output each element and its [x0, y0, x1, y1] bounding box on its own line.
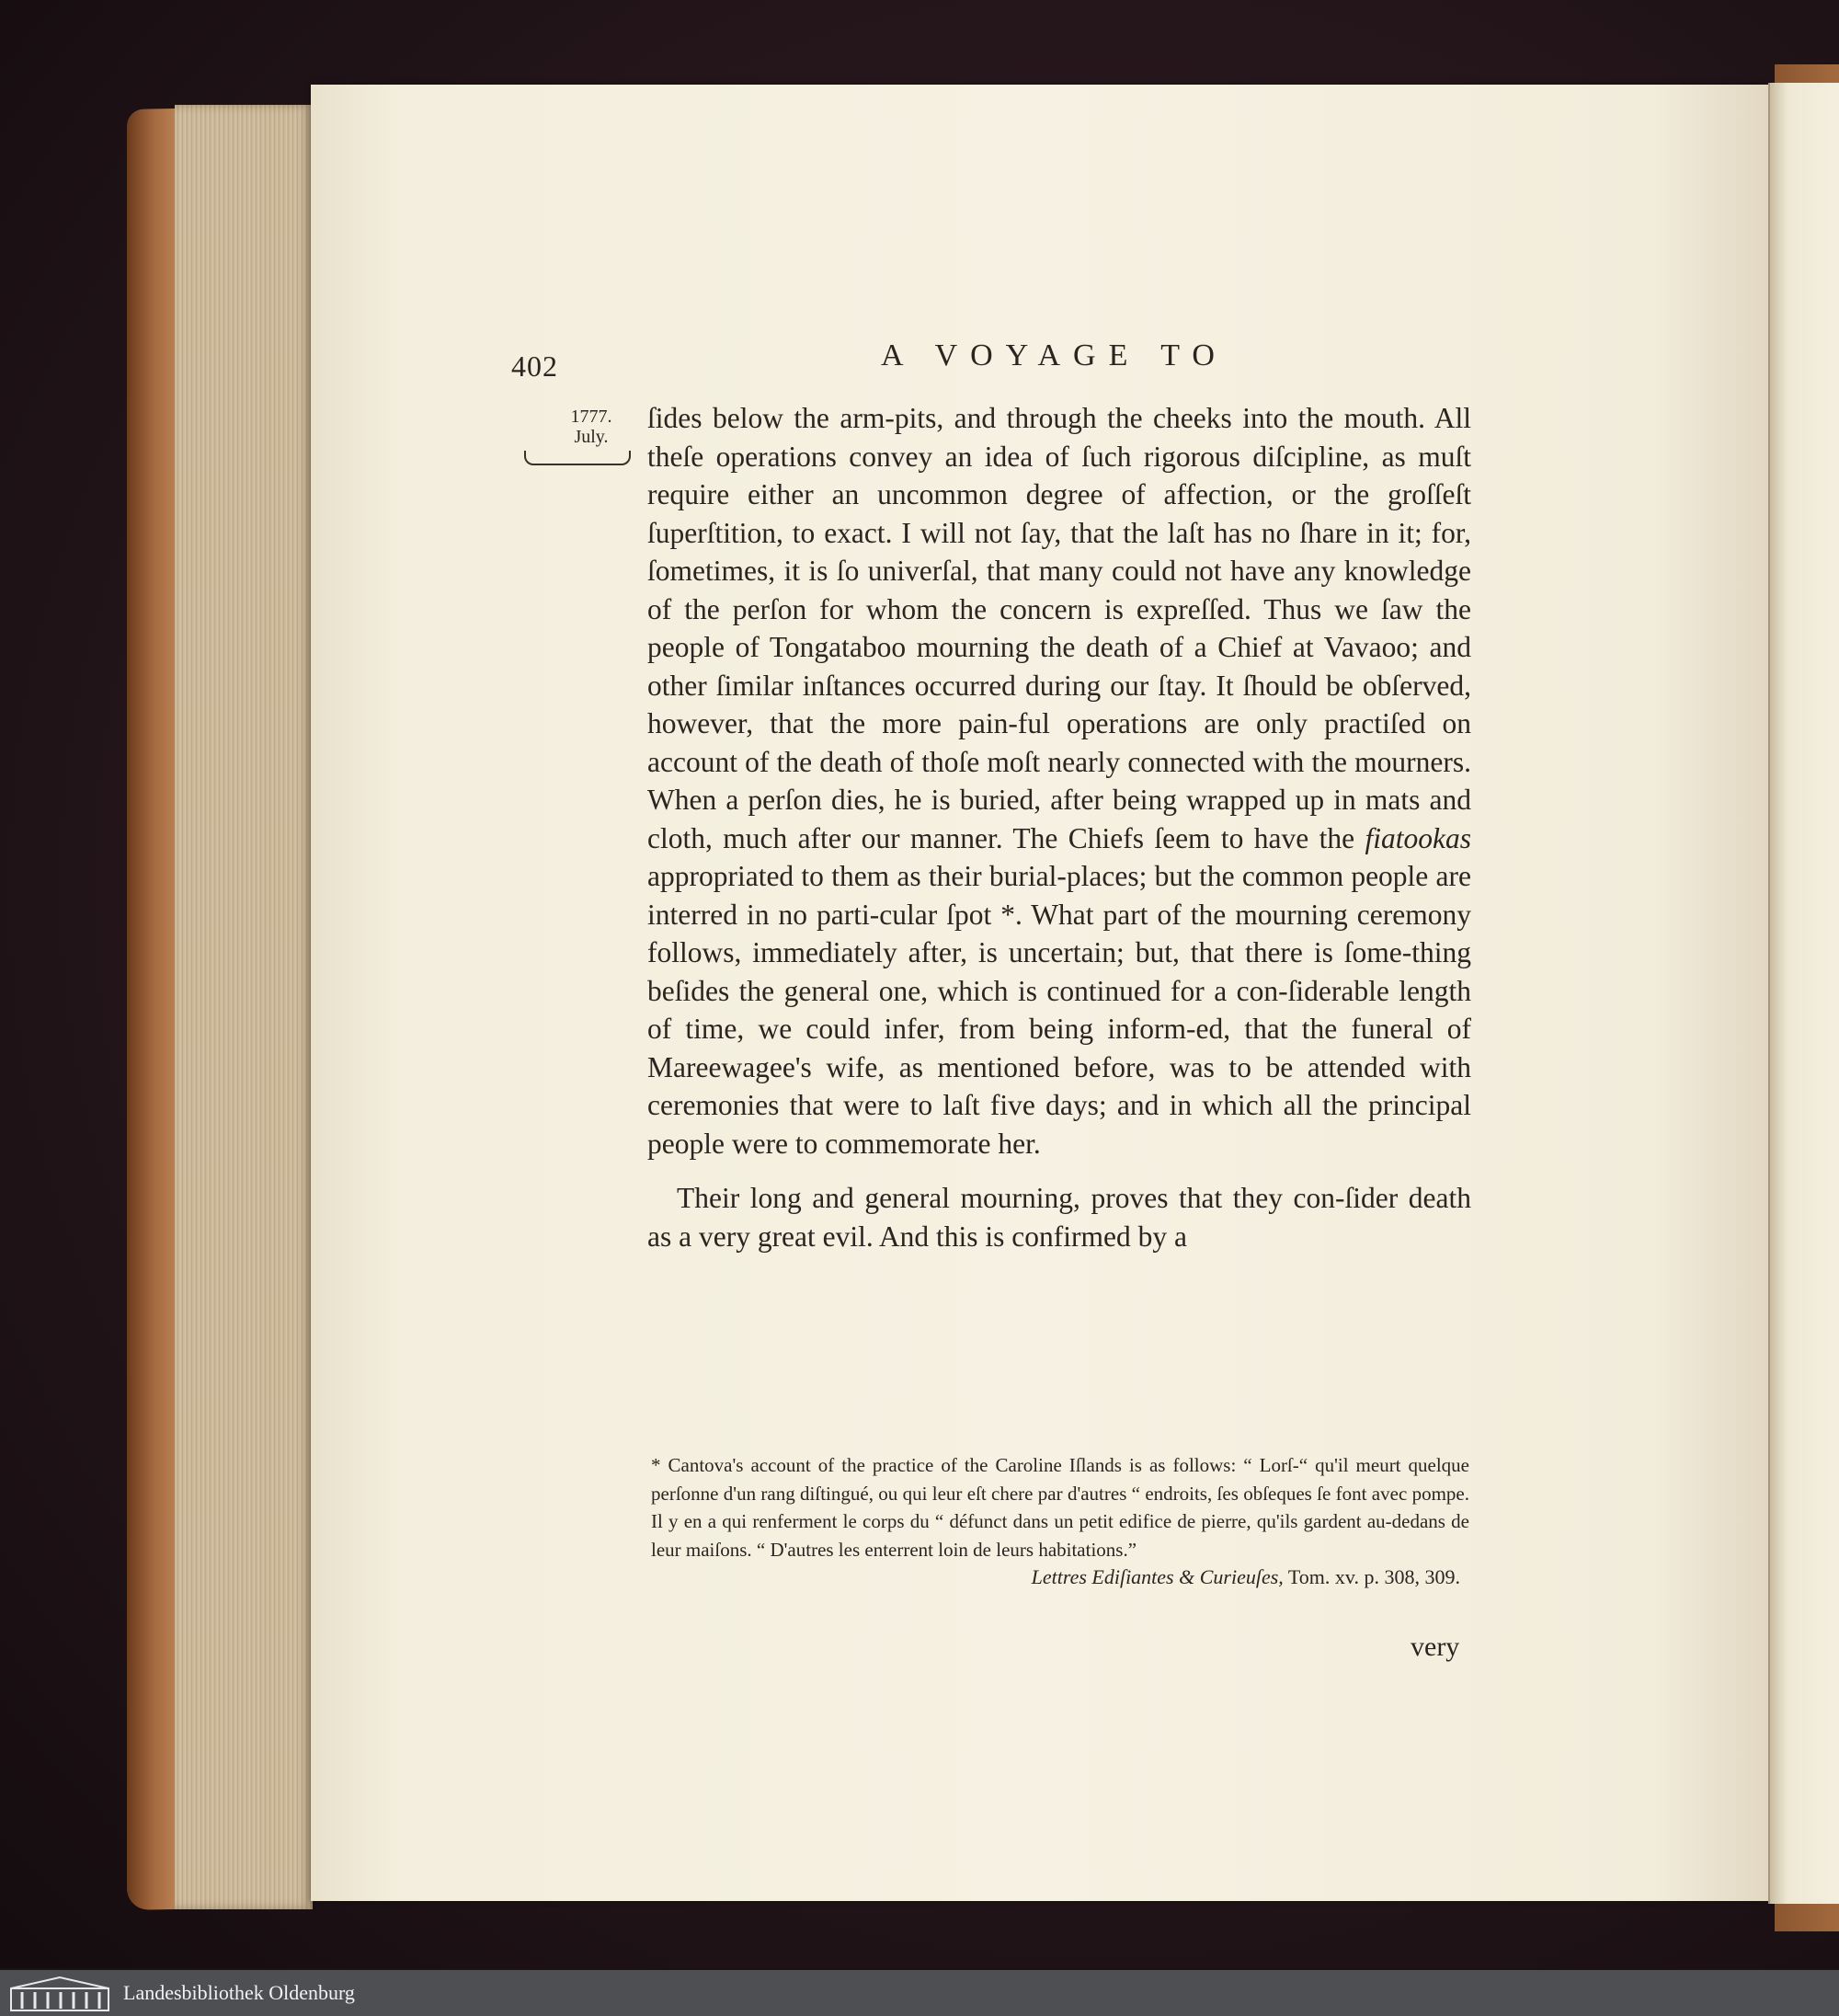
paragraph-2: Their long and general mourning, proves that they con-ſider death as a very great evil. And this is confirmed by a — [647, 1182, 1471, 1253]
footnote-reference-title: Lettres Ediſiantes & Curieuſes, — [1031, 1565, 1284, 1588]
footnote-text: * Cantova's account of the practice of the Caroline Iſlands is as follows: “ Lorſ-“ qu'il meurt quelque perſonne d'un rang diſtingué, ou qui leur eſt chere par d'autres “ endroits, ſes obſeques ſe font avec pompe. Il y en a qui renferment le corps du “ défunct dans un petit edifice de pierre, qu'ils gardent au-dedans de leur maiſons. “ D'autres les enterrent loin de leurs habitations.” — [651, 1454, 1469, 1561]
running-head: A VOYAGE TO — [881, 338, 1228, 372]
catchword: very — [1411, 1632, 1460, 1662]
library-footer-bar — [0, 1970, 1839, 2016]
library-building-icon — [9, 1976, 110, 2012]
facing-page-edge — [1768, 83, 1839, 1904]
footnote-reference — [651, 1564, 1460, 1592]
page-block-edges — [175, 105, 313, 1909]
margin-brace — [524, 451, 631, 465]
italic-term: fiatookas — [1365, 821, 1471, 854]
body-text — [647, 399, 1471, 1255]
margin-date — [550, 407, 633, 447]
footnote — [651, 1451, 1469, 1592]
margin-month: July. — [574, 427, 609, 447]
page-number: 402 — [511, 349, 558, 383]
paragraph-1-continued: appropriated to them as their burial-places; but the common people are interred in no parti-cular ſpot *. What part of the mourning ceremony follows, immediately after, is uncertain; but, that there is ſome-thing beſides the general one, which is continued for a con-ſiderable length of time, we could infer, from being inform-ed, that the funeral of Mareewagee's wife, as mentioned before, was to be attended with ceremonies that were to laſt five days; and in which all the principal people were to commemorate her. — [647, 860, 1471, 1160]
paragraph-1 — [647, 399, 1471, 1163]
library-name: Landesbibliothek Oldenburg — [123, 1981, 355, 2004]
footnote-reference-volume: Tom. xv. p. 308, 309. — [1287, 1565, 1460, 1588]
paragraph-1-text: ſides below the arm-pits, and through the cheeks into the mouth. All theſe operations convey an idea of ſuch rigorous diſcipline, as muſt require either an uncommon degree of affection, or the groſſeſt ſuperſtition, to exact. I will not ſay, that the laſt has no ſhare in it; for, ſometimes, it is ſo univerſal, that many could not have any knowledge of the perſon for whom the concern is expreſſed. Thus we ſaw the people of Tongataboo mourning the death of a Chief at Vavaoo; and other ſimilar inſtances occurred during our ſtay. It ſhould be obſerved, however, that the more pain-ful operations are only practiſed on account of the death of thoſe moſt nearly connected with the mourners. When a perſon dies, he is buried, after being wrapped up in mats and cloth, much after our manner. The Chiefs ſeem to have the — [647, 402, 1471, 854]
margin-year: 1777. — [570, 407, 612, 427]
